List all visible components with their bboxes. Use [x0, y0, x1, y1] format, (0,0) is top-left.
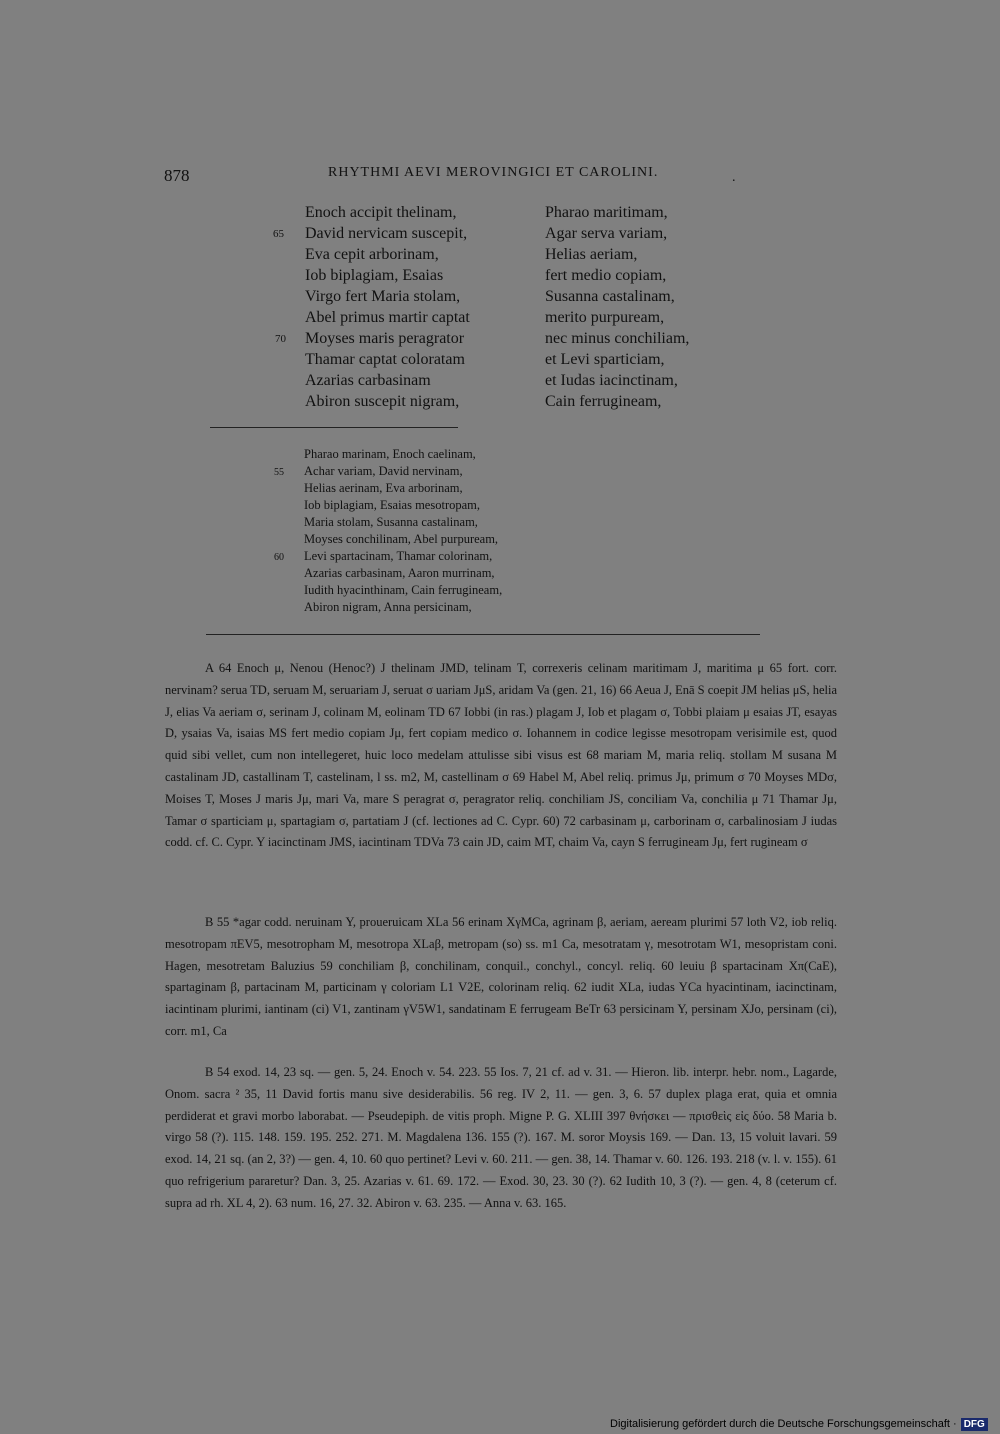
poem-b-line: Maria stolam, Susanna castalinam,: [304, 515, 478, 529]
header-mark: .: [732, 170, 736, 185]
poem-a-left-line: Eva cepit arborinam,: [305, 246, 439, 263]
footer: [610, 1418, 1000, 1434]
line-number: 60: [274, 552, 284, 563]
page-number: 878: [164, 166, 190, 185]
poem-a-right-line: Pharao maritimam,: [545, 204, 668, 221]
sources-b-text: B 54 exod. 14, 23 sq. — gen. 5, 24. Enoch v. 54. 223. 55 Ios. 7, 21 cf. ad v. 31. — Hieron. lib. interpr. hebr. nom., Lagarde, Onom. sacra ² 35, 11 David fortis manu sive desiderabilis. 56 reg. IV 2, 11. — gen. 3, 6. 57 duplex plaga erat, quia et omnia perdiderat et gravi morbo laborabat. — Pseudepiph. de vitis proph. Migne P. G. XLIII 397 θνήσκει — πρισθεὶς εἰς δύο. 58 Maria b. virgo 58 (?). 115. 148. 159. 195. 252. 271. M. Magdalena 136. 155 (?). 167. M. soror Moysis 169. — Dan. 13, 15 voluit lavari. 59 exod. 14, 21 sq. (an 2, 3?) — gen. 4, 10. 60 quo pertinet? Levi v. 60. 211. — gen. 38, 14. Thamar v. 60. 126. 193. 218 (v. l. v. 155). 61 quo refrigerium pararetur? Dan. 3, 25. Azarias v. 61. 69. 172. — Exod. 30, 23. 30 (?). 62 Iudith 10, 3 (?). — gen. 4, 8 (ceterum cf. supra ad rh. XL 4, 2). 63 num. 16, 27. 32. Abiron v. 63. 235. — Anna v. 63. 165.: [165, 1065, 837, 1210]
apparatus-a: [165, 658, 837, 854]
poem-a-right-line: Cain ferrugineam,: [545, 393, 662, 410]
poem-a-left-line: Virgo fert Maria stolam,: [305, 288, 461, 305]
poem-a-right-line: et Iudas iacinctinam,: [545, 372, 678, 389]
poem-b-line: Iudith hyacinthinam, Cain ferrugineam,: [304, 583, 503, 597]
poem-a-right-line: Agar serva variam,: [545, 225, 668, 242]
section-rule: [206, 634, 760, 635]
poem-a-left-line: Azarias carbasinam: [305, 372, 431, 389]
poem-a-right-line: merito purpuream,: [545, 309, 665, 326]
dfg-logo[interactable]: DFG: [961, 1418, 988, 1431]
poem-b-line: Levi spartacinam, Thamar colorinam,: [304, 549, 493, 563]
poem-b-line: Moyses conchilinam, Abel purpuream,: [304, 532, 499, 546]
line-number: 65: [273, 228, 284, 240]
poem-a-left-line: Abiron suscepit nigram,: [305, 393, 460, 410]
poem-b-line: Iob biplagiam, Esaias mesotropam,: [304, 498, 481, 512]
poem-b-line: Achar variam, David nervinam,: [304, 464, 463, 478]
apparatus-a-text: A 64 Enoch μ, Nenou (Henoc?) J thelinam JMD, telinam T, correxeris celinam maritimam J, maritima μ 65 fort. corr. nervinam? serua TD, seruam M, seruariam J, seruat σ uariam JμS, aridam Va (gen. 21, 16) 66 Aeua J, Enā S coepit JM helias μS, helia J, elias Va aeriam σ, serinam J, colinam M, eolinam TD 67 Iobbi (in ras.) plagam J, Iob et plagam σ, Tobbi plaiam μ esaias JT, esayas D, ysaias Va, isaias MS fert medio copiam Jμ, fert copiam medico σ. Iohannem in codice legisse mesotropam verisimile est, quod quid sibi vellet, cum non intellegeret, huic loco medelam attulisse sibi visus est 68 mariam M, maria reliq. stollam M susana M castalinam JD, castallinam T, castelinam, l ss. m2, M, castellinam σ 69 Habel M, Abel reliq. primus Jμ, primum σ 70 Moyses MDσ, Moises T, Moses J maris Jμ, mari Va, mare S peragrat σ, peragrator reliq. conchiliam JS, conciliam Va, conchilia μ 71 Thamar Jμ, Tamar σ sparticiam μ, spartagiam σ, partatiam J (cf. lectiones ad C. Cypr. 60) 72 carbasinam μ, carborinam σ, carbalinosiam J iudas codd. cf. C. Cypr. Y iacinctinam JMS, iacintinam TDVa 73 cain JD, caim MT, chaim Va, cayn S ferrugineam Jμ, fert rugineam σ: [165, 661, 837, 850]
poem-a-left-line: Moyses maris peragrator: [305, 330, 465, 347]
poem-a-left-line: Thamar captat coloratam: [305, 351, 465, 368]
running-title: RHYTHMI AEVI MEROVINGICI ET CAROLINI.: [328, 165, 659, 180]
line-number: 55: [274, 467, 284, 478]
poem-b-line: Abiron nigram, Anna persicinam,: [304, 600, 472, 614]
apparatus-b: [165, 912, 837, 1043]
poem-a-right-line: Susanna castalinam,: [545, 288, 675, 305]
poem-a-left-line: David nervicam suscepit,: [305, 225, 468, 242]
poem-a-left-line: Abel primus martir captat: [305, 309, 470, 326]
poem-b-line: Helias aerinam, Eva arborinam,: [304, 481, 463, 495]
poem-a-right-line: Helias aeriam,: [545, 246, 638, 263]
poem-a-left-line: Enoch accipit thelinam,: [305, 204, 457, 221]
footer-text: Digitalisierung gefördert durch die Deutsche Forschungsgemeinschaft ·: [610, 1418, 957, 1430]
poem-a-right-line: fert medio copiam,: [545, 267, 667, 284]
poem-a-right-line: et Levi sparticiam,: [545, 351, 665, 368]
poem-b-line: Pharao marinam, Enoch caelinam,: [304, 447, 476, 461]
poem-a-left-line: Iob biplagiam, Esaias: [305, 267, 444, 284]
line-number: 70: [275, 333, 286, 345]
apparatus-b-text: B 55 *agar codd. neruinam Y, proueruicam XLa 56 erinam XγMCa, agrinam β, aeriam, aeream plurimi 57 loth V2, iob reliq. mesotropam πEV5, mesotropham M, mesotropa XLaβ, metropam (so) ss. m1 Ca, mesotratam γ, mesotrotam W1, mesopristam coni. Hagen, mesotretam Baluzius 59 conchiliam β, conchilinam, conquil., conchyl., concyl. reliq. 60 leuiu β spartacinam Xπ(CaE), spartaginam β, partacinam M, particinam γ coloriam L1 V2E, colorinam reliq. 62 iudit XLa, iudas YCa hyacintinam, iacinctinam, iacintinam plurimi, iantinam (ci) V1, zantinam γV5W1, sandatinam E ferrugeam BeTr 63 persicinam Y, persinam XJo, persinam (ci), corr. m1, Ca: [165, 915, 837, 1038]
poem-b-line: Azarias carbasinam, Aaron murrinam,: [304, 566, 495, 580]
section-rule: [210, 427, 458, 428]
poem-a-right-line: nec minus conchiliam,: [545, 330, 690, 347]
sources-b: [165, 1062, 837, 1215]
